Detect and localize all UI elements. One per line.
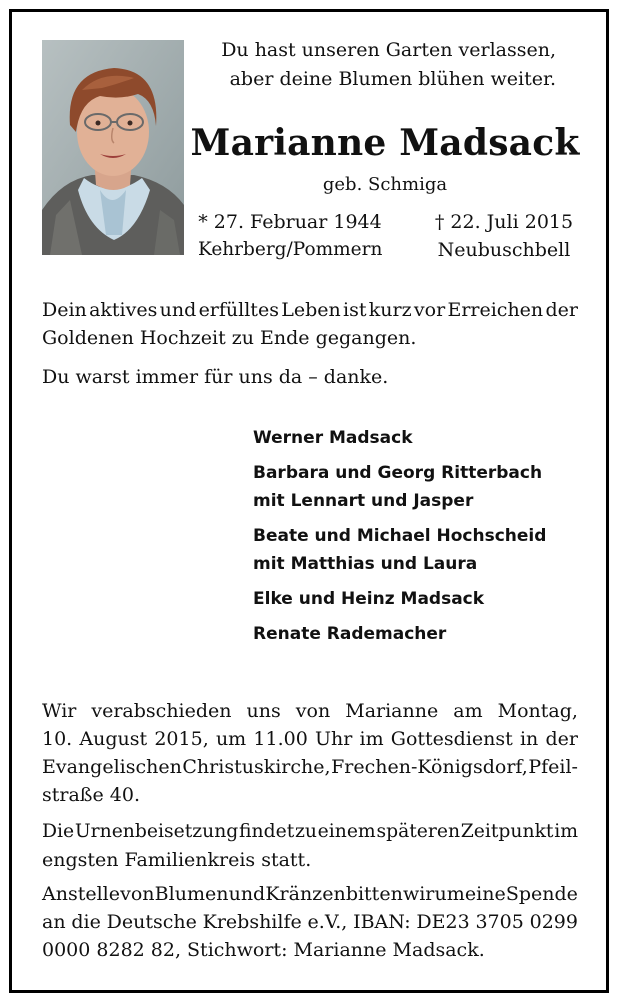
mourner-group [253, 459, 546, 515]
death-info [430, 208, 578, 264]
mourner-group [253, 522, 546, 578]
word: eine [464, 883, 506, 905]
word: um [215, 728, 247, 750]
word: Dein [42, 299, 87, 321]
word: Gottesdienst [390, 728, 513, 750]
mourner-name: mit Matthias und Laura [253, 554, 478, 574]
word: erfülltes [198, 299, 279, 321]
word: bitten [345, 883, 403, 905]
word: uns [246, 700, 281, 722]
funeral-paragraph [42, 697, 578, 809]
word: 10. [42, 728, 73, 750]
word: an [42, 911, 66, 933]
intro-line [42, 296, 578, 324]
word: zu [294, 821, 317, 842]
word: 2015, [154, 728, 209, 750]
word: um [434, 883, 465, 905]
intro-line: Goldenen Hochzeit zu Ende gegangen. [42, 327, 417, 349]
word: Deutsche [106, 911, 197, 933]
word: Spende [505, 883, 578, 905]
word: Montag, [497, 700, 578, 722]
word: Kränzen [265, 883, 346, 905]
motto-verse [200, 36, 556, 94]
mourners-list [253, 424, 546, 655]
word: und [228, 883, 266, 905]
word: IBAN: [353, 911, 411, 933]
urn-line: engsten Familienkreis statt. [42, 849, 312, 871]
urn-paragraph [42, 818, 578, 874]
word: die [71, 911, 101, 933]
death-place: Neubuschbell [437, 239, 571, 261]
word: Frechen-Königsdorf, [331, 756, 528, 778]
motto-line: Du hast unseren Garten verlassen, [221, 39, 556, 61]
word: August [79, 728, 148, 750]
word: Uhr [314, 728, 353, 750]
word: Christuskirche, [182, 756, 331, 778]
word: 11.00 [253, 728, 308, 750]
birth-info [198, 208, 382, 264]
word: aktives [89, 299, 158, 321]
mourner-group [253, 424, 546, 452]
mourner-group [253, 620, 546, 648]
donation-line [42, 908, 578, 936]
word: DE23 [416, 911, 470, 933]
mourner-name: Elke und Heinz Madsack [253, 589, 485, 609]
word: Leben [281, 299, 341, 321]
word: von [120, 883, 155, 905]
word: und [159, 299, 197, 321]
word: Pfeil- [528, 756, 578, 778]
word: Zeitpunkt [460, 821, 554, 842]
word: der [545, 728, 578, 750]
word: findet [239, 821, 295, 842]
word: der [545, 299, 578, 321]
mourner-name: Renate Rademacher [253, 624, 447, 644]
donation-line: 0000 8282 82, Stichwort: Marianne Madsack. [42, 939, 485, 961]
maiden-name: geb. Schmiga [322, 174, 448, 195]
funeral-line [42, 725, 578, 753]
mourner-group [253, 585, 546, 613]
word: Anstelle [42, 883, 120, 905]
motto-line: aber deine Blumen blühen weiter. [229, 68, 556, 90]
word: verabschieden [91, 700, 232, 722]
word: Urnenbeisetzung [74, 821, 239, 842]
word: Erreichen [447, 299, 544, 321]
mourner-name: Beate und Michael Hochscheid [253, 526, 547, 546]
funeral-line [42, 697, 578, 725]
word: Die [42, 821, 75, 842]
thanks-text: Du warst immer für uns da – danke. [42, 366, 389, 388]
word: e.V., [307, 911, 348, 933]
word: im [359, 728, 384, 750]
mourner-name: mit Lennart und Jasper [253, 491, 474, 511]
word: Marianne [345, 700, 439, 722]
word: ist [343, 299, 367, 321]
intro-paragraph [42, 296, 578, 352]
word: wir [402, 883, 435, 905]
deceased-name: Marianne Madsack [190, 122, 580, 164]
death-date: † 22. Juli 2015 [434, 211, 574, 233]
mourner-name: Werner Madsack [253, 428, 413, 448]
funeral-line [42, 753, 578, 781]
word: Blumen [154, 883, 229, 905]
birth-place: Kehrberg/Pommern [198, 239, 383, 260]
word: Krebshilfe [202, 911, 302, 933]
word: späteren [376, 821, 461, 842]
word: in [519, 728, 539, 750]
word: 0299 [529, 911, 578, 933]
word: Wir [42, 700, 77, 722]
donation-paragraph [42, 880, 578, 964]
word: am [453, 700, 483, 722]
funeral-line: straße 40. [42, 784, 140, 806]
word: kurz [368, 299, 412, 321]
word: im [554, 821, 578, 842]
thanks-line [42, 363, 578, 391]
word: 3705 [475, 911, 524, 933]
donation-line [42, 880, 578, 908]
birth-date: * 27. Februar 1944 [198, 211, 382, 233]
urn-line [42, 818, 578, 846]
mourner-name: Barbara und Georg Ritterbach [253, 463, 543, 483]
word: vor [413, 299, 446, 321]
portrait-photo [42, 40, 184, 255]
word: von [295, 700, 331, 722]
word: Evangelischen [42, 756, 182, 778]
word: einem [317, 821, 376, 842]
